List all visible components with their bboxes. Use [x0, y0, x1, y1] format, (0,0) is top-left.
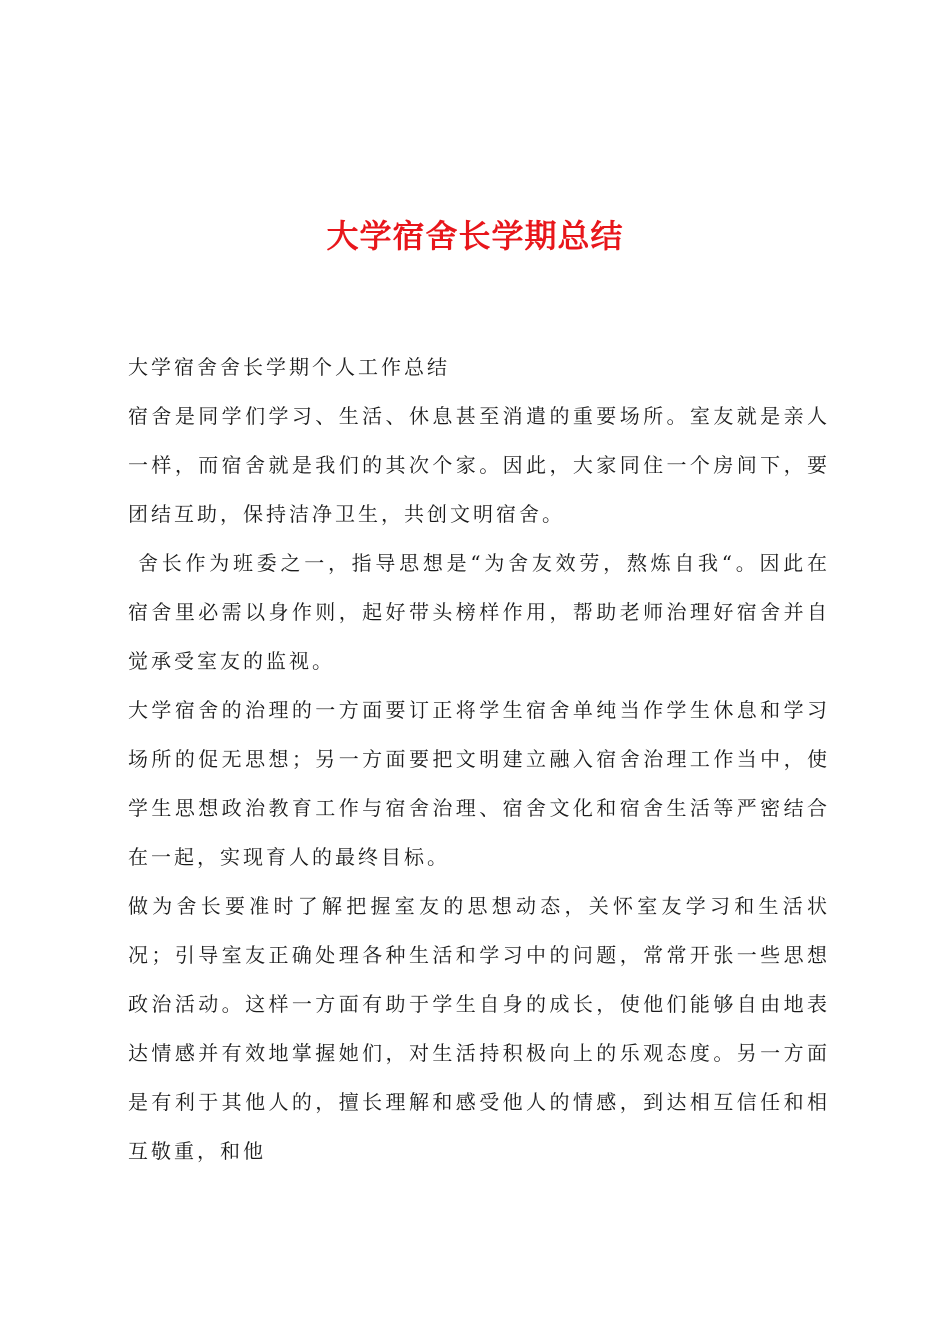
document-body: [128, 343, 830, 1176]
document-title: 大学宿舍长学期总结: [326, 217, 624, 255]
paragraph-subtitle: 大学宿舍舍长学期个人工作总结: [128, 355, 450, 379]
paragraph-leader-role: 舍长作为班委之一，指导思想是“为舍友效劳，熬炼自我“。因此在宿舍里必需以身作则，起好带头榜样作用，帮助老师治理好宿舍并自觉承受室友的监视。: [128, 551, 830, 673]
paragraph-leader-duties: 做为舍长要准时了解把握室友的思想动态，关怀室友学习和生活状况；引导室友正确处理各种生活和学习中的问题，常常开张一些思想政治活动。这样一方面有助于学生自身的成长，使他们能够自由地表达情感并有效地掌握她们，对生活持积极向上的乐观态度。另一方面是有利于其他人的，擅长理解和感受他人的情感，到达相互信任和相互敬重，和他: [128, 894, 830, 1163]
paragraph-dormitory-intro: 宿舍是同学们学习、生活、休息甚至消遣的重要场所。室友就是亲人一样，而宿舍就是我们的其次个家。因此，大家同住一个房间下，要团结互助，保持洁净卫生，共创文明宿舍。: [128, 404, 830, 526]
paragraph-management: 大学宿舍的治理的一方面要订正将学生宿舍单纯当作学生休息和学习场所的促无思想；另一方面要把文明建立融入宿舍治理工作当中，使学生思想政治教育工作与宿舍治理、宿舍文化和宿舍生活等严密结合在一起，实现育人的最终目标。: [128, 698, 830, 869]
